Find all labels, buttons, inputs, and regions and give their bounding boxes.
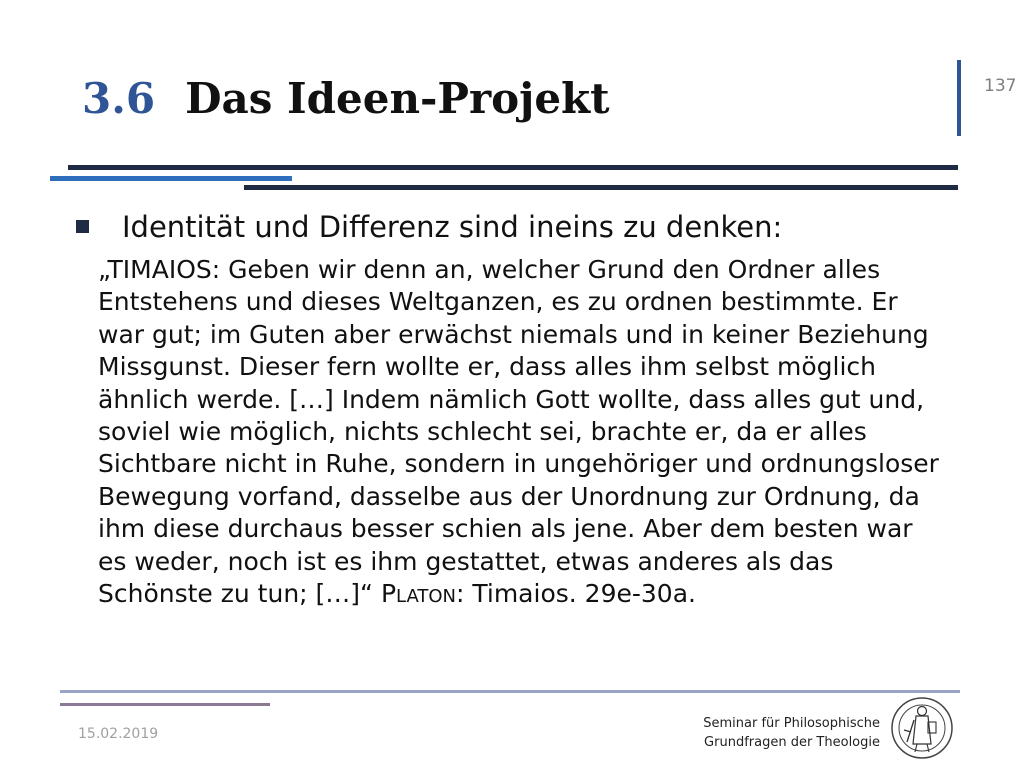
footer-date: 15.02.2019 (78, 726, 159, 742)
institution-line-1: Seminar für Philosophische (703, 716, 880, 731)
university-seal-icon (890, 694, 954, 762)
quote-text: „TIMAIOS: Geben wir denn an, welcher Grund den Ordner alles Entstehens und dieses Weltganzen, es zu ordnen bestimmte. Er war gut; im Guten aber erwächst niemals und in keiner Beziehung Missgunst. Dieser fern wollte er, dass alles ihm selbst möglich ähnlich werde. […] Indem nämlich Gott wollte, dass alles gut und, soviel wie möglich, nichts schlecht sei, brachte er, da er alles Sichtbare nicht in Ruhe, sondern in ungehöriger und ordnungsloser Bewegung vorfand, dasselbe aus der Unordnung zur Ordnung, da ihm diese durchaus besser schien als jene. Aber dem besten war es weder, noch ist es ihm gestattet, etwas anderes als das Schönste zu tun; […]“ (98, 255, 939, 609)
institution-name (700, 714, 880, 752)
title-vertical-bar (957, 60, 961, 136)
quote-author: Platon (380, 579, 457, 609)
square-bullet-icon (76, 220, 89, 233)
footer-rule-long (60, 690, 960, 693)
bullet-heading: Identität und Differenz sind ineins zu denken: (122, 210, 783, 244)
title-text: Das Ideen-Projekt (185, 74, 610, 123)
header-rule-accent (50, 176, 292, 181)
slide-number: 137 (984, 76, 1017, 96)
institution-line-2: Grundfragen der Theologie (704, 735, 880, 750)
quote-source: : Timaios. 29e-30a. (456, 579, 696, 609)
header-rule-bottom (244, 185, 958, 190)
header-rule-top (68, 165, 958, 170)
footer-rule-short (60, 703, 270, 706)
slide-title (82, 72, 610, 126)
section-number: 3.6 (82, 74, 156, 123)
quote-paragraph (98, 254, 948, 610)
